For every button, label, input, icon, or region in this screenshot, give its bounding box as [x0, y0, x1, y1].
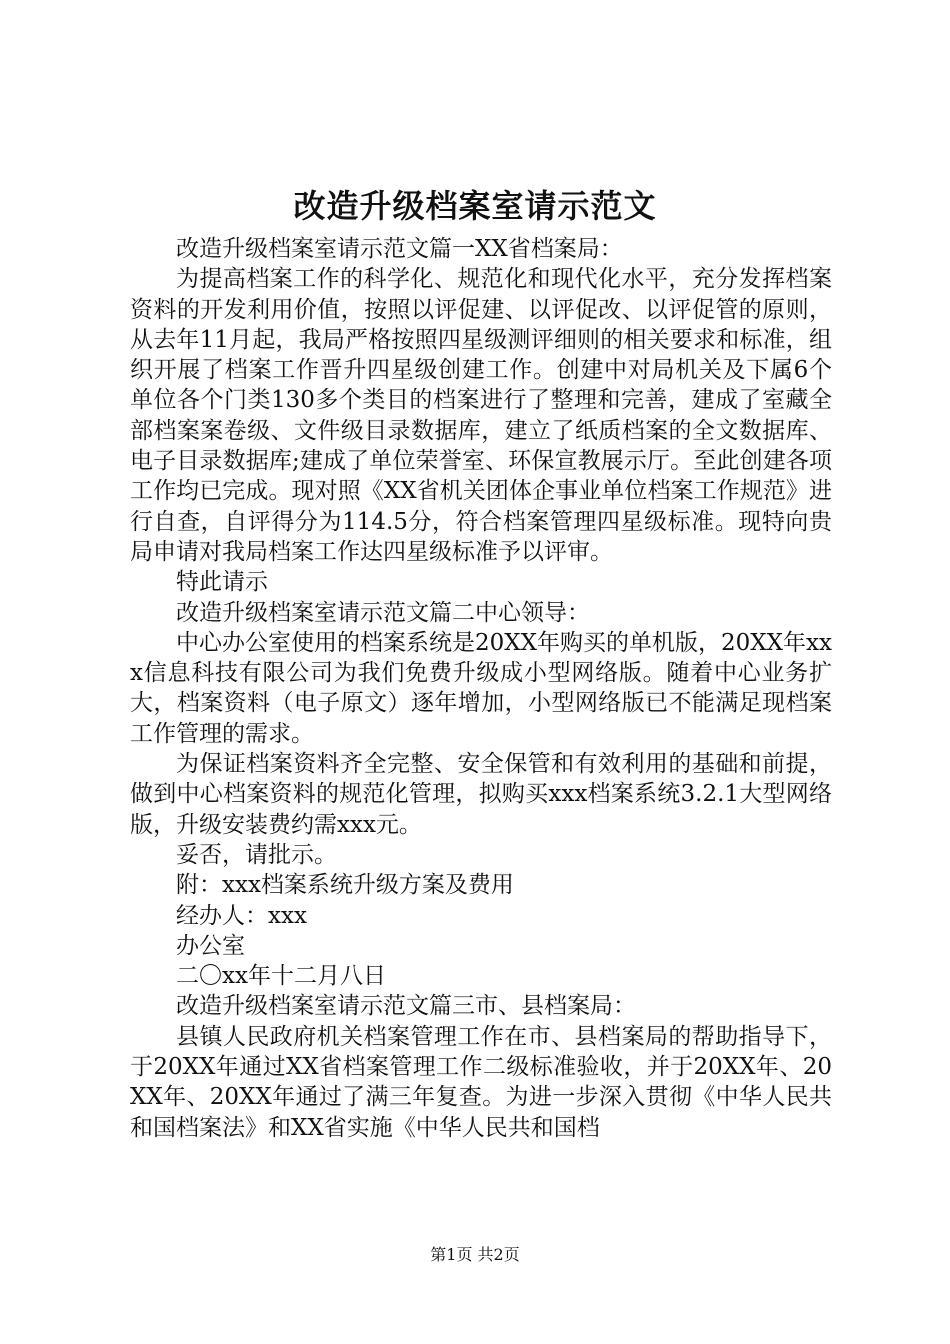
paragraph-3: 特此请示: [176, 569, 268, 596]
paragraph-12-heading: 改造升级档案室请示范文篇三市、县档案局：: [176, 993, 636, 1020]
paragraph-9: 经办人：xxx: [176, 902, 307, 929]
paragraph-1-heading: 改造升级档案室请示范文篇一XX省档案局：: [176, 236, 623, 262]
document-body: [130, 234, 832, 1143]
paragraph-7: 妥否，请批示。: [176, 841, 337, 868]
document-title: 改造升级档案室请示范文: [293, 187, 657, 225]
paragraph-6: 为保证档案资料齐全完整、安全保管和有效利用的基础和前提，做到中心档案资料的规范化管理，拟购买xxx档案系统3.2.1大型网络版，升级安装费约需xxx元。: [130, 751, 832, 838]
page-footer: 第1页 共2页: [430, 1245, 520, 1264]
paragraph-4-heading: 改造升级档案室请示范文篇二中心领导：: [176, 599, 590, 626]
paragraph-10: 办公室: [176, 932, 245, 959]
paragraph-2: 为提高档案工作的科学化、规范化和现代化水平，充分发挥档案资料的开发利用价值，按照以评促建、以评促改、以评促管的原则，从去年11月起，我局严格按照四星级测评细则的相关要求和标准，组织开展了档案工作晋升四星级创建工作。创建中对局机关及下属6个单位各个门类130多个类目的档案进行了整理和完善，建成了室藏全部档案案卷级、文件级目录数据库，建立了纸质档案的全文数据库、电子目录数据库;建成了单位荣誉室、环保宣教展示厅。至此创建各项工作均已完成。现对照《XX省机关团体企事业单位档案工作规范》进行自查，自评得分为114.5分，符合档案管理四星级标准。现特向贵局申请对我局档案工作达四星级标准予以评审。: [130, 266, 832, 565]
paragraph-11-date: 二〇xx年十二月八日: [176, 963, 386, 990]
paragraph-5: 中心办公室使用的档案系统是20XX年购买的单机版，20XX年xxx信息科技有限公司为我们免费升级成小型网络版。随着中心业务扩大，档案资料（电子原文）逐年增加，小型网络版已不能满足现档案工作管理的需求。: [130, 629, 832, 747]
paragraph-13: 县镇人民政府机关档案管理工作在市、县档案局的帮助指导下，于20XX年通过XX省档案管理工作二级标准验收，并于20XX年、20XX年、20XX年通过了满三年复查。为进一步深入贯彻《中华人民共和国档案法》和XX省实施《中华人民共和国档: [130, 1023, 832, 1141]
paragraph-8: 附：xxx档案系统升级方案及费用: [176, 872, 514, 899]
